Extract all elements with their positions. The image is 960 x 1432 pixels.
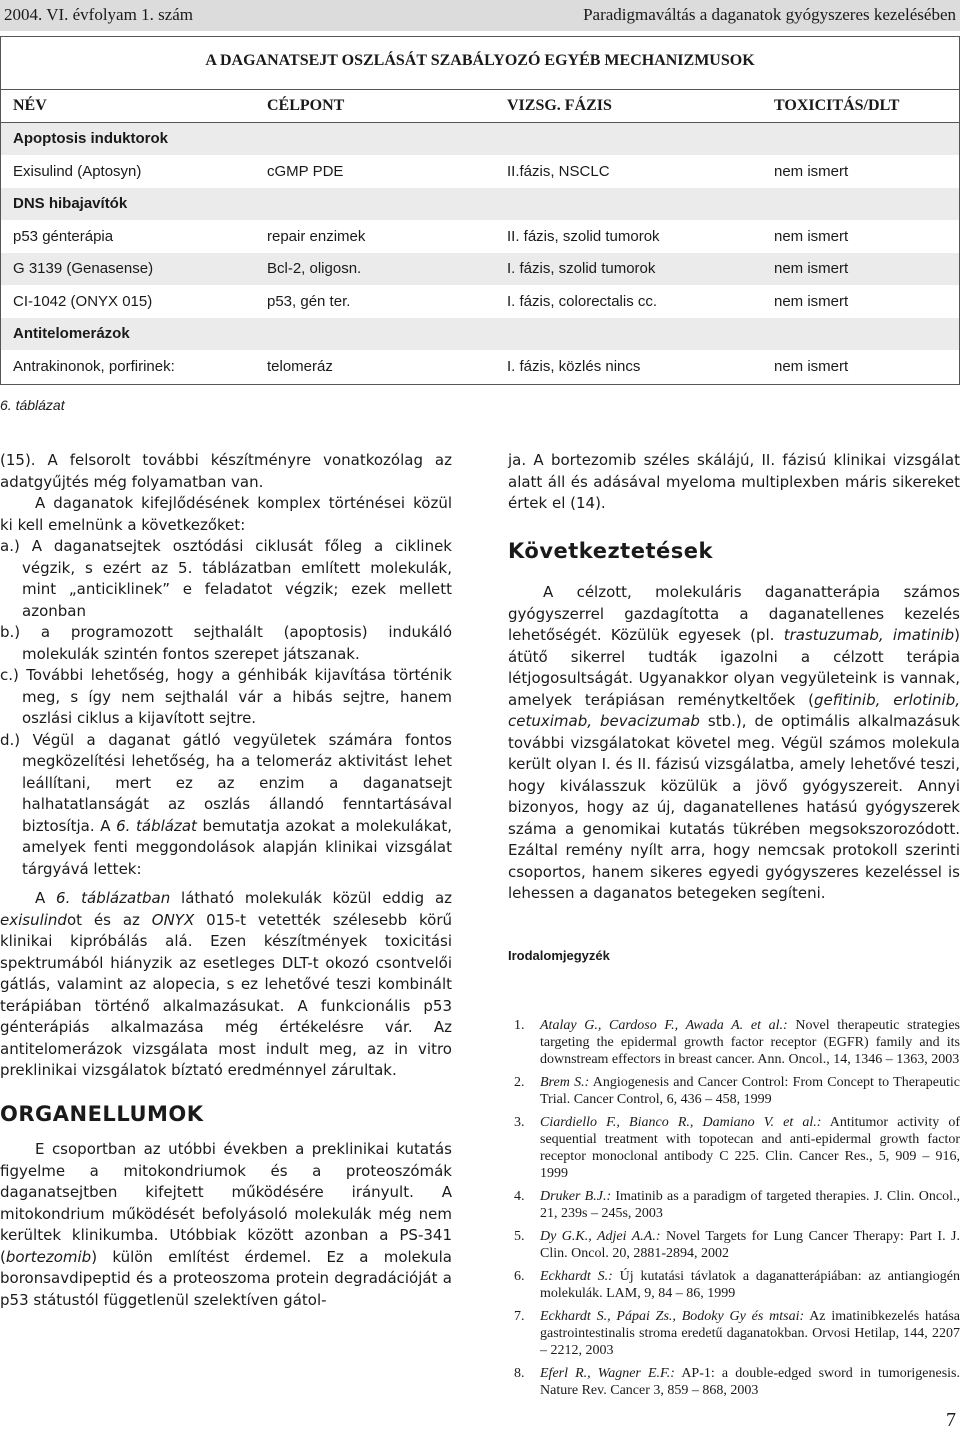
cell-name: Antitelomerázok [13,325,130,342]
cell-name: Exisulind (Aptosyn) [13,162,142,180]
table-row [1,351,959,383]
reference-authors: Druker B.J.: [540,1189,612,1204]
table-row [1,253,959,285]
list-item-c: c.) További lehetőség, hogy a génhibák kijavítása történik meg, s így nem sejthalál vár a hibás sejtre, hanem oszlási ciklus a kijavított sejtre. [0,666,452,727]
reference-authors: Ciardiello F., Bianco R., Damiano V. et al.: [540,1115,822,1130]
page-number: 7 [946,1409,956,1431]
reference-number: 5. [514,1229,525,1244]
table-label: 6. táblázat [0,397,65,413]
reference-number: 6. [514,1269,525,1284]
reference-item [508,1074,960,1108]
reference-text: Novel Targets for Lung Cancer Therapy: Part I. J. Clin. Oncol. 20, 2881-2894, 2002 [540,1229,960,1261]
reference-text: AP-1: a double-edged sword in tumorigenesis. Nature Rev. Cancer 3, 859 – 868, 2003 [540,1366,960,1398]
references-list [508,1017,960,1405]
paragraph: (15). A felsorolt további készítményre vonatkozólag az adatgyűjtés még folyamatban van. [0,451,452,491]
reference-authors: Atalay G., Cardoso F., Awada A. et al.: [540,1018,788,1033]
table-row [1,156,959,188]
cell-name: DNS hibajavítók [13,195,128,212]
reference-text: Új kutatási távlatok a daganatterápiában: az antiangiogén molekulák. LAM, 9, 84 – 86, 1999 [540,1269,960,1301]
table-row [1,221,959,253]
cell-name: Apoptosis induktorok [13,130,168,147]
reference-text: Imatinib as a paradigm of targeted therapies. J. Clin. Oncol., 21, 239s – 245s, 2003 [540,1189,960,1221]
cell-name: CI-1042 (ONYX 015) [13,292,153,310]
reference-text: Antitumor activity of sequential treatment with topotecan and anti-epidermal growth factor receptor monoclonal antibody C 225. Clin. Cancer Res., 5, 909 – 916, 1999 [540,1115,960,1181]
list-item-d: d.) Végül a daganat gátló vegyületek számára fontos megközelítési lehetőség, ha a telomeráz aktivitást lehet leállítani, mert ez az enzim a daganatsejt halhatatlanságát az oszlás állandó fenntartásával biztosítja. A 6. táblázat bemutatja azokat a molekulákat, amelyek fenti meggondolások alapján klinikai vizsgálat tárgyává lettek: [0,730,452,878]
cell-toxicity: nem ismert [774,357,849,375]
table-group-row [1,123,959,155]
reference-number: 3. [514,1115,525,1130]
reference-item [508,1228,960,1262]
cell-name: Antrakinonok, porfirinek: [13,357,175,375]
reference-number: 2. [514,1075,525,1090]
reference-item [508,1268,960,1302]
reference-authors: Brem S.: [540,1075,590,1090]
cell-target: cGMP PDE [267,162,344,180]
table-group-row [1,318,959,350]
cell-phase: I. fázis, colorectalis cc. [507,292,658,310]
cell-name: G 3139 (Genasense) [13,260,154,277]
table-header-row [1,89,959,123]
running-header [0,0,960,31]
paragraph: A daganatok kifejlődésének komplex történései közül ki kell emelnünk a következőket: [0,494,452,534]
cell-toxicity: nem ismert [774,227,849,245]
reference-item [508,1114,960,1182]
reference-number: 8. [514,1366,525,1381]
list-item-a: a.) A daganatsejtek osztódási ciklusát főleg a ciklinek végzik, s ezért az 5. táblázatban említett molekulák, mint „anticiklinek” e feladatot végzik; ezek mellett azonban [0,537,452,620]
reference-item [508,1017,960,1068]
section-heading-organellumok: ORGANELLUMOK [0,1101,204,1126]
list-item-b: b.) a programozott sejthalált (apoptosis) indukáló molekulák szintén fontos szerepet játszanak. [0,623,452,663]
table-row [1,286,959,318]
reference-item [508,1188,960,1222]
reference-authors: Eckhardt S., Pápai Zs., Bodoky Gy és mtsai: [540,1309,805,1324]
header-phase: VIZSG. FÁZIS [507,97,612,114]
table-group-row [1,188,959,220]
reference-authors: Dy G.K., Adjei A.A.: [540,1229,661,1244]
cell-phase: II.fázis, NSCLC [507,162,610,180]
reference-authors: Eckhardt S.: [540,1269,613,1284]
cell-toxicity: nem ismert [774,162,849,180]
header-toxicity: TOXICITÁS/DLT [774,97,900,114]
reference-text: Angiogenesis and Cancer Control: From Concept to Therapeutic Trial. Cancer Control, 6, 436 – 458, 1999 [540,1075,960,1107]
cell-phase: II. fázis, szolid tumorok [507,227,660,245]
table-6 [0,36,960,385]
reference-authors: Eferl R., Wagner E.F.: [540,1366,675,1381]
right-column [508,450,960,966]
reference-text: Novel therapeutic strategies targeting the epidermal growth factor receptor (EGFR) family and its downstream effectors in breast cancer. Ann. Oncol., 14, 1346 – 1363, 2003 [540,1018,960,1067]
paragraph: ja. A bortezomib széles skálájú, II. fázisú klinikai vizsgálat alatt áll és adásával myeloma multiplexben máris sikereket értek el (14). [508,451,960,512]
cell-phase: I. fázis, közlés nincs [507,357,641,375]
header-name: NÉV [13,97,47,114]
cell-toxicity: nem ismert [774,260,849,277]
reference-number: 7. [514,1309,525,1324]
paragraph: E csoportban az utóbbi években a preklinikai kutatás figyelme a mitokondriumok és a proteoszómák daganatsejtben kifejtett működésére irányult. A mitokondrium működését befolyásoló molekulák még nem kerültek klinikumba. Utóbbiak között azonban a PS-341 (bortezomib) külön említést érdemel. Ez a molekula boronsavdipeptid és a proteoszoma protein degradációját a p53 státustól függetlenül szelektíven gátol- [0,1140,452,1309]
journal-issue: 2004. VI. évfolyam 1. szám [4,5,194,24]
header-target: CÉLPONT [267,97,345,114]
cell-target: Bcl-2, oligosn. [267,260,362,277]
cell-target: p53, gén ter. [267,292,351,310]
article-title: Paradigmaváltás a daganatok gyógyszeres kezelésében [583,5,956,24]
section-heading-kovetkeztetesek: Következtetések [508,538,713,563]
paragraph: A célzott, molekuláris daganatterápia számos gyógyszerrel gazdagította a daganatellenes kezelés lehetőségét. Közülük egyesek (pl. trastuzumab, imatinib) átütő sikerrel tudták igazolni a célzott terápia létjogosultságát. Ugyanakkor olyan vegyületeink is vannak, amelyek terápiásan reménytkeltőek (gefitinib, erlotinib, cetuximab, bevacizumab stb.), de optimális alkalmazásuk további vizsgálatokat követel meg. Végül számos molekula került olyan I. és II. fázisú vizsgálatba, amely lehetővé teszi, hogy kiválasszuk közülük a jövő gyógyszereit. Annyi bizonyos, hogy az új, daganatellenes hatású gyógyszerek száma a genomikai kutatás tükrében megsokszorozódott. Ezáltal remény nyílt arra, hogy nemcsak protokoll szerinti csoportos, hanem sikeres egyedi gyógyszeres kezeléssel is lehessen a daganatos betegeken segíteni. [508,583,960,902]
reference-text: Az imatinibkezelés hatása gastrointestinalis stroma eredetű daganatokban. Orvosi Hetilap, 144, 2207 – 2212, 2003 [540,1309,960,1358]
cell-target: repair enzimek [267,227,366,245]
reference-item [508,1308,960,1359]
cell-target: telomeráz [267,357,333,375]
cell-toxicity: nem ismert [774,292,849,310]
reference-number: 1. [514,1018,525,1033]
cell-phase: I. fázis, szolid tumorok [507,260,656,277]
references-title: Irodalomjegyzék [508,947,610,963]
table-title: A DAGANATSEJT OSZLÁSÁT SZABÁLYOZÓ EGYÉB MECHANIZMUSOK [205,52,755,69]
reference-number: 4. [514,1189,525,1204]
reference-item [508,1365,960,1399]
left-column [0,450,452,1311]
paragraph: A 6. táblázatban látható molekulák közül eddig az exisulindot és az ONYX 015-t vetették szélesebb körű klinikai kipróbálás alá. Ezen készítmények toxicitási spektrumából hiányzik az esetleges DLT-t okozó csontvelői gátlás, valamint az alopecia, s ez lehetővé teszi kombinált terápiában történő alkalmazásukat. A funkcionális p53 génterápiás alkalmazása még értékelésre vár. Az antitelomerázok vizsgálata most indult meg, az in vitro preklinikai vizsgálatok bíztató eredménnyel zárultak. [0,889,453,1079]
cell-name: p53 génterápia [13,227,114,245]
